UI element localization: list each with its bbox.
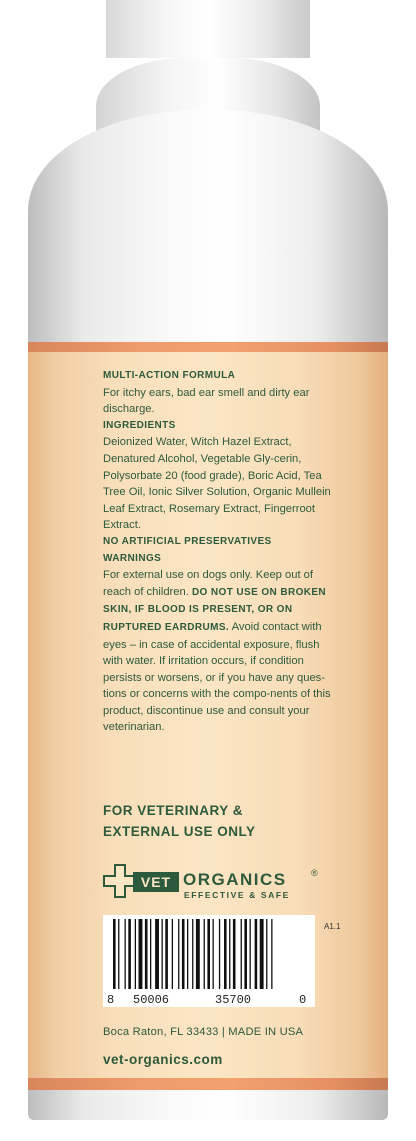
barcode-digit-2: 50006 [133, 993, 170, 1007]
logo-vet: VET [133, 872, 179, 892]
label-text-block [103, 368, 335, 736]
barcode [103, 915, 315, 1007]
warnings-intro: For external use on dogs only. Keep out of reach of children. [103, 569, 313, 598]
barcode-digit-1: 8 [107, 993, 115, 1007]
barcode-digit-3: 35700 [215, 993, 252, 1007]
ingredients-text: Deionized Water, Witch Hazel Extract, Denatured Alcohol, Vegetable Gly-cerin, Polysorbate 20 (food grade), Boric Acid, Tea Tree Oil, Ionic Silver Solution, Organic Mullein Leaf Extract, Rosemary Extract, Fingerroot Extract. [103, 436, 331, 532]
label-band-top [28, 342, 388, 352]
veterinary-line-1: FOR VETERINARY & [103, 803, 244, 818]
heading-formula: MULTI-ACTION FORMULA [103, 370, 236, 381]
barcode-digit-4: 0 [299, 993, 307, 1007]
brand-logo [103, 862, 333, 902]
label-band-bottom [28, 1078, 388, 1090]
logo-registered: ® [311, 868, 318, 878]
veterinary-line-2: EXTERNAL USE ONLY [103, 824, 256, 839]
bottle-cap [106, 0, 310, 58]
warnings-rest: Avoid contact with eyes – in case of accidental exposure, flush with water. If irritation occurs, if condition persists or worsens, or if you have any ques-tions or concerns with the compo-nents of this product, discontinue use and consult your veterinarian. [103, 620, 331, 734]
logo-tagline: EFFECTIVE & SAFE [184, 890, 290, 900]
address-line: Boca Raton, FL 33433 | MADE IN USA [103, 1026, 304, 1038]
barcode-bars [107, 919, 311, 993]
barcode-code: A1.1 [324, 922, 341, 931]
website: vet-organics.com [103, 1052, 223, 1067]
warnings-text [103, 567, 335, 736]
no-preservatives: NO ARTIFICIAL PRESERVATIVES [103, 535, 272, 547]
formula-text: For itchy ears, bad ear smell and dirty ear discharge. [103, 386, 310, 416]
heading-warnings: WARNINGS [103, 552, 162, 564]
logo-organics: ORGANICS [183, 870, 287, 889]
warnings-bold: DO NOT USE ON BROKEN SKIN, IF BLOOD IS PRESENT, OR ON RUPTURED EARDRUMS. [103, 586, 327, 633]
heading-ingredients: INGREDIENTS [103, 419, 176, 431]
cross-icon [103, 864, 137, 898]
veterinary-use-notice [103, 800, 343, 842]
